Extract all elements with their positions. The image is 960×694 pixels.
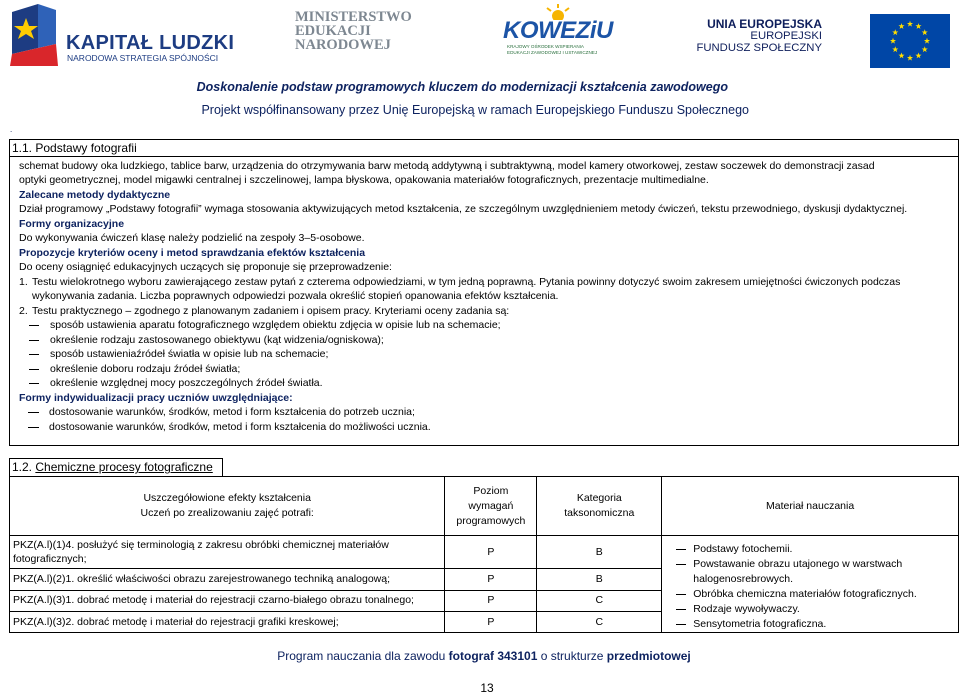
individual-list-item: dostosowanie warunków, środków, metod i form kształcenia do możliwości ucznia. bbox=[19, 420, 953, 434]
header-text: Poziom bbox=[473, 484, 509, 497]
individual-list-item: dostosowanie warunków, środków, metod i form kształcenia do potrzeb ucznia; bbox=[19, 405, 953, 419]
criteria-list-item: określenie doboru rodzaju źródeł światła; bbox=[19, 362, 953, 376]
intro-text: optyki geometrycznej, model migawki centralnej i szczelinowej, lampa błyskowa, opakowania materiałów fotograficznych, prezentacje multimedialne. bbox=[19, 174, 709, 187]
eu-line: FUNDUSZ SPOŁECZNY bbox=[696, 42, 822, 54]
header-text: Uczeń po zrealizowaniu zajęć potrafi: bbox=[140, 507, 314, 519]
intro-text: schemat budowy oka ludzkiego, tablice barw, urządzenia do otrzymywania barw metodą addytywną i subtraktywną, model kamery otworkowej, zestaw soczewek do demonstracji zasad bbox=[19, 160, 875, 172]
project-title: Doskonalenie podstaw programowych kluczem do modernizacji kształcenia zawodowego bbox=[196, 80, 728, 94]
kowezu-logo bbox=[503, 4, 633, 66]
material-cell bbox=[662, 536, 959, 633]
item-text: Testu wielokrotnego wyboru zawierającego zestaw pytań z czterema odpowiedziami, w tym jedną poprawną. Pytania powinny dotyczyć swoim zakresem umiejętności ćwiczonych podczas wykonywania zadania. Liczba poprawnych odpowiedzi pozwala określić stopień opanowania efektów kształcenia. bbox=[32, 275, 901, 303]
footer-prefix: Program nauczania dla zawodu bbox=[277, 649, 449, 663]
footer-profession: fotograf 343101 bbox=[448, 649, 538, 663]
criteria-list-item: określenie rodzaju zastosowanego obiektywu (kąt widzenia/ogniskowa); bbox=[19, 333, 953, 347]
methods-heading: Zalecane metody dydaktyczne bbox=[19, 188, 171, 201]
criteria-item bbox=[19, 304, 953, 318]
material-item: Sensytometria fotograficzna. bbox=[676, 617, 952, 632]
kapital-ludzki-logo bbox=[8, 4, 238, 68]
page-dot: . bbox=[10, 125, 13, 134]
section2-name: Chemiczne procesy fotograficzne bbox=[35, 460, 213, 474]
criteria-text: Do oceny osiągnięć edukacyjnych uczących się proponuje się przeprowadzenie: bbox=[19, 261, 392, 274]
table-row bbox=[10, 536, 959, 569]
effect-cell: PKZ(A.l)(2)1. określić właściwości obrazu zarejestrowanego techniką analogową; bbox=[10, 569, 445, 590]
header-text: taksonomiczna bbox=[564, 507, 635, 519]
table-header-row bbox=[10, 477, 959, 536]
material-item: Powstawanie obrazu utajonego w warstwach halogenosrebrowych. bbox=[676, 557, 952, 587]
category-cell: B bbox=[537, 536, 662, 569]
section-body bbox=[9, 156, 959, 446]
eu-text bbox=[696, 18, 822, 54]
header-category bbox=[537, 477, 662, 536]
level-cell: P bbox=[445, 569, 537, 590]
ministry-line: MINISTERSTWO bbox=[295, 9, 412, 25]
page-number: 13 bbox=[480, 681, 494, 694]
material-item: Podstawy fotochemii. bbox=[676, 542, 952, 557]
ministry-line: EDUKACJI bbox=[295, 23, 371, 39]
header-text: programowych bbox=[456, 514, 526, 527]
footer-structure: przedmiotowej bbox=[606, 649, 691, 663]
kowezu-subtitle bbox=[507, 44, 627, 55]
eu-line: UNIA EUROPEJSKA bbox=[707, 17, 822, 31]
effect-cell: PKZ(A.l)(1)4. posłużyć się terminologią z zakresu obróbki chemicznej materiałów fotograficznych; bbox=[10, 536, 445, 569]
header-text: Uszczegółowione efekty kształcenia bbox=[143, 492, 311, 504]
kapital-ludzki-subtitle: NARODOWA STRATEGIA SPÓJNOŚCI bbox=[67, 53, 219, 63]
level-cell: P bbox=[445, 590, 537, 611]
page-footer bbox=[0, 648, 960, 665]
ministry-line: NARODOWEJ bbox=[295, 37, 391, 53]
criteria-heading: Propozycje kryteriów oceny i metod sprawdzania efektów kształcenia bbox=[19, 246, 366, 259]
forms-heading: Formy organizacyjne bbox=[19, 217, 125, 230]
effects-table bbox=[9, 476, 959, 633]
methods-text: Dział programowy „Podstawy fotografii” wymaga stosowania aktywizujących metod kształcenia, ze szczególnym uwzględnieniem metody ćwiczeń, tekstu przewodniego, dyskusji dydaktycznej. bbox=[19, 203, 908, 216]
eu-line: EUROPEJSKI bbox=[750, 30, 822, 42]
header-effects bbox=[10, 477, 445, 536]
effect-cell: PKZ(A.l)(3)1. dobrać metodę i materiał do rejestracji czarno-białego obrazu tonalnego; bbox=[10, 590, 445, 611]
material-item: Rodzaje wywoływaczy. bbox=[676, 602, 952, 617]
kowezu-subtitle-line: EDUKACJI ZAWODOWEJ I USTAWICZNEJ bbox=[507, 49, 598, 55]
material-list bbox=[676, 542, 952, 632]
section2-title bbox=[9, 458, 223, 476]
ministry-logo bbox=[295, 10, 425, 55]
category-cell: C bbox=[537, 611, 662, 632]
eu-logo bbox=[690, 14, 950, 62]
level-cell: P bbox=[445, 611, 537, 632]
kapital-ludzki-mark bbox=[8, 4, 60, 66]
criteria-list-item: określenie względnej mocy poszczególnych źródeł światła. bbox=[19, 376, 953, 390]
section2-number: 1.2. bbox=[12, 460, 33, 474]
forms-text: Do wykonywania ćwiczeń klasę należy podzielić na zespoły 3–5-osobowe. bbox=[19, 232, 365, 245]
criteria-list-item: sposób ustawieniaźródeł światła w opisie lub na schemacie; bbox=[19, 347, 953, 361]
header-level bbox=[445, 477, 537, 536]
page-header bbox=[0, 0, 960, 72]
header-text: Kategoria bbox=[576, 492, 622, 504]
individual-heading: Formy indywidualizacji pracy uczniów uwzględniające: bbox=[19, 391, 293, 404]
kowezu-name: KOWEZiU bbox=[503, 17, 613, 44]
criteria-list-item: sposób ustawienia aparatu fotograficznego względem obiektu zdjęcia w opisie lub na schemacie; bbox=[19, 318, 953, 332]
eu-flag-icon bbox=[870, 14, 950, 68]
effect-cell: PKZ(A.l)(3)2. dobrać metodę i materiał do rejestracji grafiki kreskowej; bbox=[10, 611, 445, 632]
category-cell: C bbox=[537, 590, 662, 611]
project-subtitle: Projekt współfinansowany przez Unię Europejską w ramach Europejskiego Funduszu Społecznego bbox=[201, 103, 749, 117]
header-material: Materiał nauczania bbox=[662, 477, 959, 536]
item-text: Testu praktycznego – zgodnego z planowanym zadaniem i opisem pracy. Kryteriami oceny zadania są: bbox=[32, 304, 510, 317]
section-title: 1.1. Podstawy fotografii bbox=[9, 139, 959, 156]
criteria-item bbox=[19, 275, 953, 304]
category-cell: B bbox=[537, 569, 662, 590]
header-text: wymagań bbox=[468, 499, 514, 512]
kowezu-subtitle-line: KRAJOWY OŚRODEK WSPIERANIA bbox=[507, 44, 585, 49]
material-item: Obróbka chemiczna materiałów fotograficznych. bbox=[676, 587, 952, 602]
item-number: 1. bbox=[19, 275, 28, 288]
footer-middle: o strukturze bbox=[537, 649, 607, 663]
level-cell: P bbox=[445, 536, 537, 569]
item-number: 2. bbox=[19, 304, 28, 317]
kapital-ludzki-title: KAPITAŁ LUDZKI bbox=[66, 32, 235, 54]
